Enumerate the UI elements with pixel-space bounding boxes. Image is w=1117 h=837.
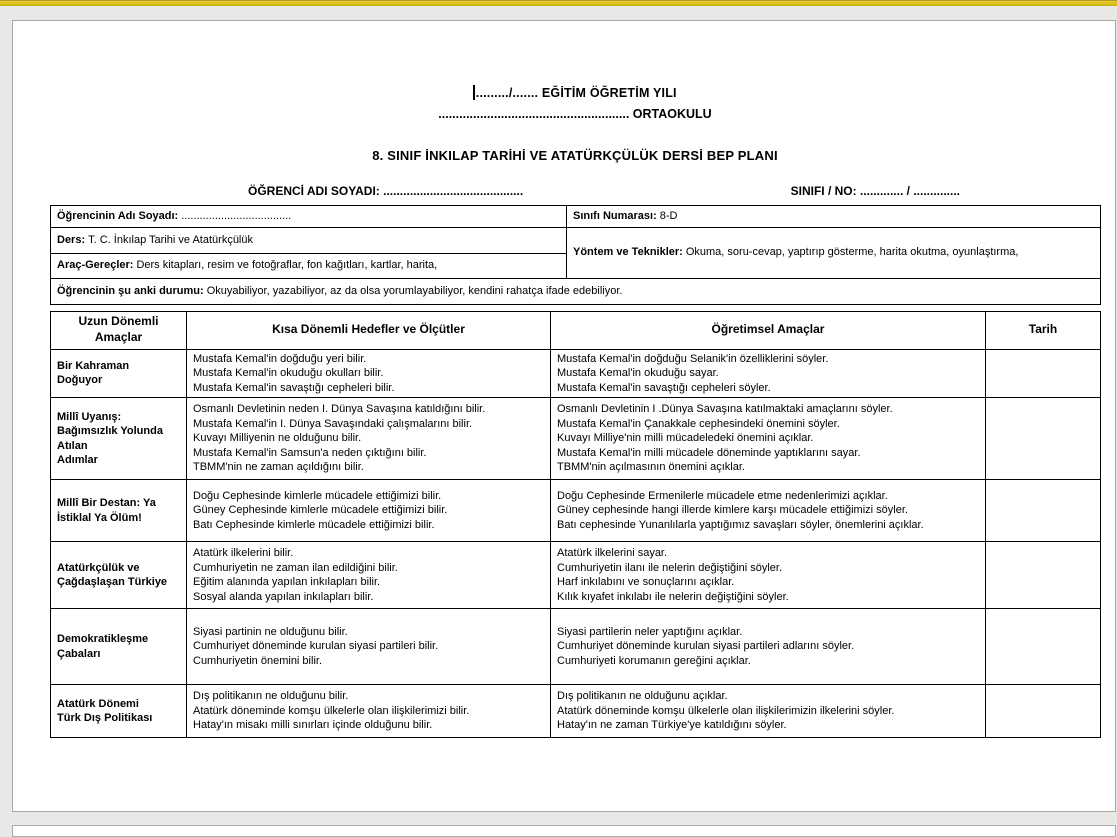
cell-line: Mustafa Kemal'in doğduğu Selanik'in özelliklerini söyler. bbox=[557, 352, 829, 365]
cell-line: Çabaları bbox=[57, 647, 101, 660]
date-cell bbox=[986, 349, 1101, 398]
column-header-short-term-objectives: Kısa Dönemli Hedefler ve Ölçütler bbox=[187, 311, 551, 349]
cell-line: Harf inkılabını ve sonuçlarını açıklar. bbox=[557, 576, 735, 589]
field-value: 8-D bbox=[659, 210, 678, 222]
field-label: Araç-Gereçler: bbox=[57, 259, 134, 272]
long-term-goal-cell bbox=[51, 349, 187, 398]
cell-line: Adımlar bbox=[57, 454, 98, 467]
short-term-objectives-cell bbox=[187, 480, 551, 542]
plan-table-row bbox=[51, 609, 1101, 685]
field-label: Sınıfı Numarası: bbox=[573, 210, 657, 222]
cell-line: Cumhuriyetin önemini bilir. bbox=[193, 654, 322, 667]
long-term-goal-cell bbox=[51, 685, 187, 738]
cell-line: Mustafa Kemal'in savaştığı cepheleri bilir. bbox=[193, 381, 395, 394]
cell-line: Doğu Cephesinde Ermenilerle mücadele etme nedenlerimizi açıklar. bbox=[557, 489, 888, 502]
school-name-line: ....................................................... ORTAOKULU bbox=[438, 107, 712, 121]
short-term-objectives-cell bbox=[187, 542, 551, 609]
cell-line: Mustafa Kemal'in doğduğu yeri bilir. bbox=[193, 352, 367, 365]
methods-cell bbox=[567, 227, 1101, 278]
cell-line: Kuvayı Milliye'nin milli mücadeledeki önemini açıklar. bbox=[557, 432, 814, 445]
cell-line: Atatürk ilkelerini bilir. bbox=[193, 547, 294, 560]
plan-table-row bbox=[51, 398, 1101, 480]
cell-line: Doğu Cephesinde kimlerle mücadele ettiğimizi bilir. bbox=[193, 489, 442, 502]
plan-table-row bbox=[51, 349, 1101, 398]
cell-line: Siyasi partinin ne olduğunu bilir. bbox=[193, 625, 348, 638]
cell-line: Atatürk döneminde komşu ülkelerle olan ilişkilerimizi bilir. bbox=[193, 704, 470, 717]
school-year-line bbox=[50, 85, 1100, 100]
plan-table-body bbox=[51, 349, 1101, 738]
date-cell bbox=[986, 685, 1101, 738]
cell-line: Demokratikleşme bbox=[57, 633, 149, 646]
lesson-cell bbox=[51, 227, 567, 253]
cell-line: Mustafa Kemal'in Samsun'a neden çıktığını bilir. bbox=[193, 446, 427, 459]
cell-line: Hatay'ın misakı milli sınırları içinde olduğunu bilir. bbox=[193, 719, 433, 732]
page-title: 8. SINIF İNKILAP TARİHİ VE ATATÜRKÇÜLÜK DERSİ BEP PLANI bbox=[372, 148, 778, 163]
long-term-goal-cell bbox=[51, 480, 187, 542]
short-term-objectives-cell bbox=[187, 398, 551, 480]
instructional-aims-cell bbox=[551, 685, 986, 738]
cell-line: Türk Dış Politikası bbox=[57, 712, 153, 725]
cell-line: Millî Bir Destan: Ya bbox=[57, 497, 156, 510]
cell-line: Mustafa Kemal'in okuduğu okulları bilir. bbox=[193, 367, 384, 380]
field-label: Öğrencinin Adı Soyadı: bbox=[57, 210, 179, 222]
current-status-cell bbox=[51, 278, 1101, 304]
cell-line: Atatürk döneminde komşu ülkelerle olan ilişkilerimizin ilkelerini söyler. bbox=[557, 704, 895, 717]
short-term-objectives-cell bbox=[187, 685, 551, 738]
cell-line: Osmanlı Devletinin I .Dünya Savaşına katılmaktaki amaçlarını söyler. bbox=[557, 403, 893, 416]
field-value: Okuma, soru-cevap, yaptırıp gösterme, harita okutma, oyunlaştırma, bbox=[685, 246, 1019, 259]
cell-line: Siyasi partilerin neler yaptığını açıklar. bbox=[557, 625, 743, 638]
cell-line: İstiklal Ya Ölüm! bbox=[57, 511, 142, 524]
cell-line: Güney Cephesinde kimlerle mücadele ettiğimizi bilir. bbox=[193, 504, 448, 517]
bep-plan-table bbox=[50, 311, 1101, 739]
window-accent-bar bbox=[0, 0, 1117, 6]
field-value: Ders kitapları, resim ve fotoğraflar, fon kağıtları, kartlar, harita, bbox=[136, 259, 438, 272]
student-name-cell bbox=[51, 206, 567, 228]
date-cell bbox=[986, 542, 1101, 609]
student-name-label: ÖĞRENCİ ADI SOYADI: bbox=[248, 184, 380, 198]
cell-line: Atılan bbox=[57, 439, 88, 452]
field-value: Okuyabiliyor, yazabiliyor, az da olsa yorumlayabiliyor, kendini rahatça ifade edebiliyor. bbox=[206, 284, 623, 297]
instructional-aims-cell bbox=[551, 480, 986, 542]
school-year-text: ........./....... EĞİTİM ÖĞRETİM YILI bbox=[475, 86, 677, 100]
date-cell bbox=[986, 609, 1101, 685]
long-term-goal-cell bbox=[51, 398, 187, 480]
long-term-goal-cell bbox=[51, 542, 187, 609]
cell-line: TBMM'nin ne zaman açıldığını bilir. bbox=[193, 461, 364, 474]
short-term-objectives-cell bbox=[187, 349, 551, 398]
instructional-aims-cell bbox=[551, 398, 986, 480]
cell-line: Kılık kıyafet inkılabı ile nelerin değiştiğini söyler. bbox=[557, 590, 789, 603]
cell-line: Osmanlı Devletinin neden I. Dünya Savaşına katıldığını bilir. bbox=[193, 403, 486, 416]
table-row bbox=[51, 278, 1101, 304]
instructional-aims-cell bbox=[551, 609, 986, 685]
class-no-prompt bbox=[791, 184, 960, 198]
student-identity-line bbox=[50, 184, 1100, 198]
cell-line: Çağdaşlaşan Türkiye bbox=[57, 576, 168, 589]
class-no-label: SINIFI / NO: bbox=[790, 184, 857, 198]
document-page[interactable] bbox=[12, 20, 1116, 812]
field-label: Öğrencinin şu anki durumu: bbox=[57, 284, 204, 297]
document-content bbox=[50, 21, 1100, 738]
cell-line: Güney cephesinde hangi illerde kimlere karşı mücadele ettiğimizi söyler. bbox=[557, 504, 908, 517]
class-no-blank: ............. / .............. bbox=[859, 184, 960, 198]
student-name-prompt bbox=[248, 184, 523, 198]
field-value: .................................... bbox=[181, 210, 292, 222]
instructional-aims-cell bbox=[551, 349, 986, 398]
plan-table-row bbox=[51, 542, 1101, 609]
short-term-objectives-cell bbox=[187, 609, 551, 685]
cell-line: Dış politikanın ne olduğunu bilir. bbox=[193, 690, 349, 703]
cell-line: Eğitim alanında yapılan inkılapları bilir. bbox=[193, 576, 381, 589]
cell-line: Kuvayı Milliyenin ne olduğunu bilir. bbox=[193, 432, 362, 445]
cell-line: Doğuyor bbox=[57, 374, 103, 387]
long-term-goal-cell bbox=[51, 609, 187, 685]
table-row bbox=[51, 227, 1101, 253]
field-label: Ders: bbox=[57, 233, 86, 246]
cell-line: Millî Uyanış: bbox=[57, 410, 122, 423]
cell-line: Atatürkçülük ve bbox=[57, 561, 140, 574]
cell-line: Cumhuriyetin ne zaman ilan edildiğini bilir. bbox=[193, 561, 398, 574]
cell-line: Bir Kahraman bbox=[57, 359, 130, 372]
cell-line: Cumhuriyet döneminde kurulan siyasi partileri bilir. bbox=[193, 640, 439, 653]
column-header-long-term-goals: Uzun Dönemli Amaçlar bbox=[51, 311, 187, 349]
cell-line: Hatay'ın ne zaman Türkiye'ye katıldığını söyler. bbox=[557, 719, 787, 732]
cell-line: Bağımsızlık Yolunda bbox=[57, 425, 163, 438]
cell-line: Dış politikanın ne olduğunu açıklar. bbox=[557, 690, 728, 703]
plan-table-header-row bbox=[51, 311, 1101, 349]
date-cell bbox=[986, 398, 1101, 480]
document-page-2[interactable] bbox=[12, 825, 1116, 837]
plan-table-row bbox=[51, 685, 1101, 738]
field-label: Yöntem ve Teknikler: bbox=[573, 246, 683, 259]
text-cursor bbox=[473, 85, 475, 100]
cell-line: Batı Cephesinde kimlerle mücadele ettiğimizi bilir. bbox=[193, 518, 435, 531]
student-info-table bbox=[50, 205, 1101, 305]
cell-line: Mustafa Kemal'in milli mücadele döneminde yaptıklarını sayar. bbox=[557, 446, 861, 459]
cell-line: Sosyal alanda yapılan inkılapları bilir. bbox=[193, 590, 374, 603]
cell-line: Cumhuriyetin ilanı ile nelerin değiştiğini söyler. bbox=[557, 561, 783, 574]
field-value: T. C. İnkılap Tarihi ve Atatürkçülük bbox=[88, 233, 253, 246]
column-header-date: Tarih bbox=[986, 311, 1101, 349]
instructional-aims-cell bbox=[551, 542, 986, 609]
cell-line: Atatürk ilkelerini sayar. bbox=[557, 547, 668, 560]
column-header-instructional-aims: Öğretimsel Amaçlar bbox=[551, 311, 986, 349]
cell-line: TBMM'nin açılmasının önemini açıklar. bbox=[557, 461, 745, 474]
date-cell bbox=[986, 480, 1101, 542]
class-number-cell bbox=[567, 206, 1101, 228]
table-row bbox=[51, 206, 1101, 228]
cell-line: Mustafa Kemal'in okuduğu sayar. bbox=[557, 367, 719, 380]
materials-cell bbox=[51, 253, 567, 278]
cell-line: Batı cephesinde Yunanlılarla yaptığımız savaşları söyler, önemlerini açıklar. bbox=[557, 518, 924, 531]
cell-line: Mustafa Kemal'in savaştığı cepheleri söyler. bbox=[557, 381, 771, 394]
student-name-blank: .......................................... bbox=[383, 184, 524, 198]
cell-line: Cumhuriyet döneminde kurulan siyasi partileri adlarını söyler. bbox=[557, 640, 855, 653]
cell-line: Mustafa Kemal'in Çanakkale cephesindeki önemini söyler. bbox=[557, 417, 840, 430]
cell-line: Mustafa Kemal'in I. Dünya Savaşındaki çalışmalarını bilir. bbox=[193, 417, 473, 430]
plan-table-row bbox=[51, 480, 1101, 542]
cell-line: Atatürk Dönemi bbox=[57, 697, 139, 710]
cell-line: Cumhuriyeti korumanın gereğini açıklar. bbox=[557, 654, 751, 667]
